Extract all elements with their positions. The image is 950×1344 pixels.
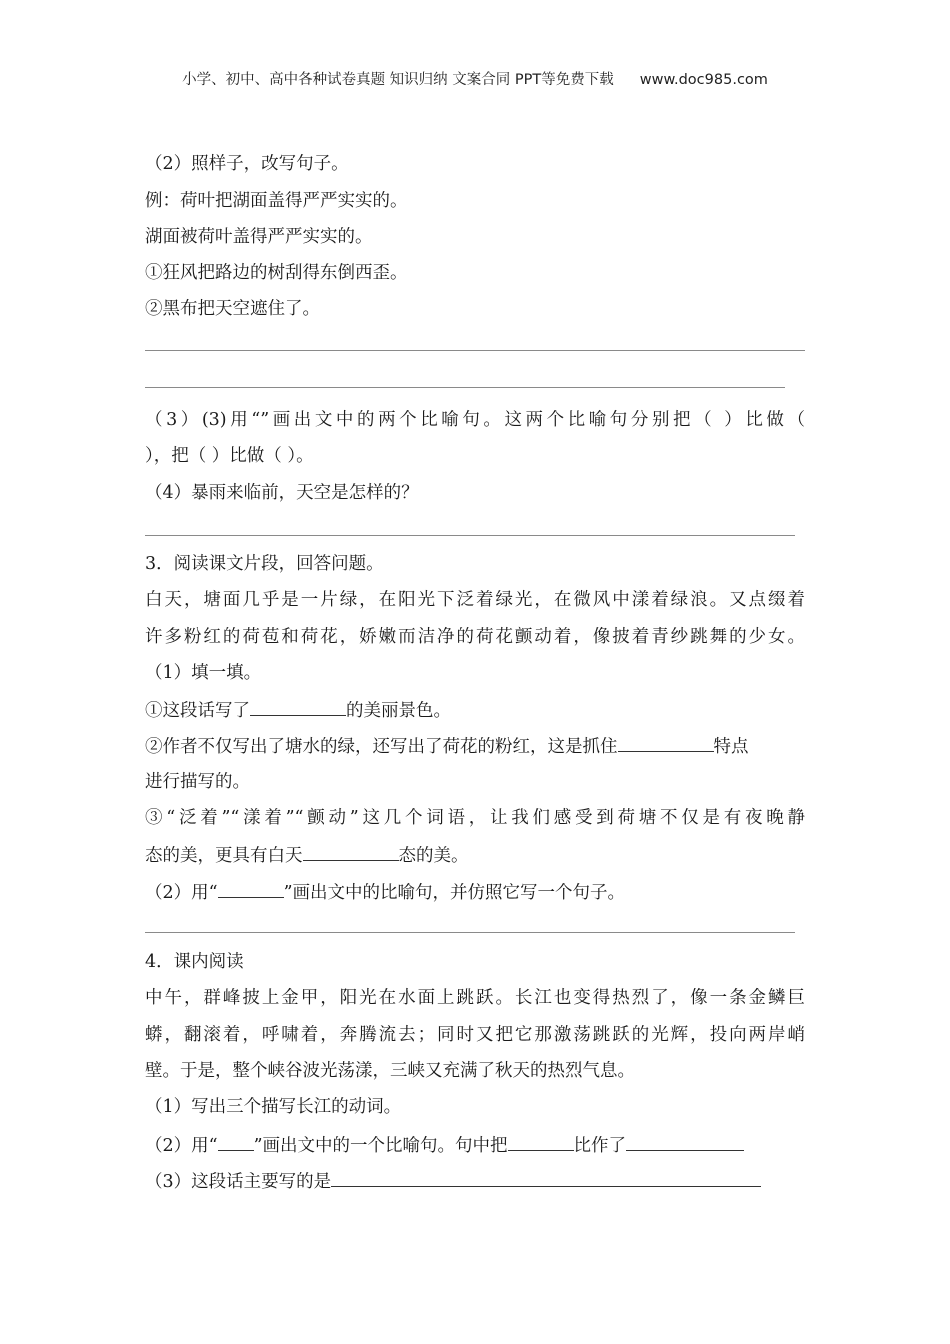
- fill-blank[interactable]: [303, 843, 399, 861]
- fill-blank[interactable]: [626, 1133, 744, 1151]
- answer-line[interactable]: [145, 932, 795, 933]
- q2-4: （4）暴雨来临前，天空是怎样的？: [145, 483, 419, 503]
- example-1: 例：荷叶把湖面盖得严严实实的。: [145, 191, 408, 211]
- answer-line[interactable]: [145, 535, 795, 536]
- fill-blank[interactable]: [331, 1169, 761, 1187]
- q3-2: [145, 880, 625, 904]
- q4-2-suffix: 比作了: [573, 1136, 627, 1156]
- q2-3-line1: （3）(3)用“”画出文中的两个比喻句。这两个比喻句分别把（ ）比做（: [145, 410, 805, 430]
- q4-3: [145, 1169, 761, 1193]
- q4-2: [145, 1133, 744, 1157]
- fill-2-cont: 进行描写的。: [145, 772, 250, 792]
- page-header: [0, 68, 950, 89]
- fill-blank[interactable]: [508, 1133, 574, 1151]
- q3-passage-line2: 许多粉红的荷苞和荷花，娇嫩而洁净的荷花颤动着，像披着青纱跳舞的少女。: [145, 627, 805, 647]
- fill-2-prefix: ②作者不仅写出了塘水的绿，还写出了荷花的粉红，这是抓住: [145, 737, 618, 757]
- fill-blank[interactable]: [618, 734, 714, 752]
- q4-2-prefix: （2）用“: [145, 1136, 218, 1156]
- underline-mark: [218, 1133, 254, 1151]
- fill-blank[interactable]: [250, 698, 346, 716]
- fill-2: [145, 734, 749, 758]
- q2-2: （2）照样子，改写句子。: [145, 154, 349, 174]
- fill-3-line1: ③“泛着”“漾着”“颤动”这几个词语，让我们感受到荷塘不仅是有夜晚静: [145, 808, 805, 828]
- q4-passage-line2: 蟒，翻滚着，呼啸着，奔腾流去；同时又把它那激荡跳跃的光辉，投向两岸峭: [145, 1025, 805, 1045]
- fill-1-suffix: 的美丽景色。: [346, 701, 451, 721]
- fill-3-line2: [145, 843, 469, 867]
- answer-line[interactable]: [145, 387, 785, 388]
- q4-1: （1）写出三个描写长江的动词。: [145, 1097, 402, 1117]
- q4-3-prefix: （3）这段话主要写的是: [145, 1172, 332, 1192]
- item-1: ①狂风把路边的树刮得东倒西歪。: [145, 263, 408, 283]
- q3-title: 3．阅读课文片段，回答问题。: [145, 554, 384, 574]
- q2-3-line2: ），把（ ）比做（ ）。: [145, 446, 314, 466]
- q3-2-prefix: （2）用“: [145, 883, 218, 903]
- fill-2-suffix: 特点: [713, 737, 749, 757]
- q4-title: 4．课内阅读: [145, 952, 244, 972]
- q3-passage-line1: 白天，塘面几乎是一片绿，在阳光下泛着绿光，在微风中漾着绿浪。又点缀着: [145, 590, 805, 610]
- q4-passage-line1: 中午，群峰披上金甲，阳光在水面上跳跃。长江也变得热烈了，像一条金鳞巨: [145, 988, 805, 1008]
- underline-mark: [218, 880, 284, 898]
- fill-3-suffix: 态的美。: [398, 846, 469, 866]
- item-2: ②黑布把天空遮住了。: [145, 299, 320, 319]
- fill-1: [145, 698, 451, 722]
- fill-3-prefix: 态的美，更具有白天: [145, 846, 303, 866]
- q4-passage-line3: 壁。于是，整个峡谷波光荡漾，三峡又充满了秋天的热烈气息。: [145, 1061, 635, 1081]
- header-site: www.doc985.com: [639, 72, 768, 88]
- q3-2-suffix: ”画出文中的比喻句，并仿照它写一个句子。: [283, 883, 626, 903]
- example-2: 湖面被荷叶盖得严严实实的。: [145, 227, 373, 247]
- header-text: 小学、初中、高中各种试卷真题 知识归纳 文案合同 PPT等免费下载: [182, 72, 614, 88]
- fill-1-prefix: ①这段话写了: [145, 701, 250, 721]
- q3-1: （1）填一填。: [145, 663, 262, 683]
- answer-line[interactable]: [145, 350, 805, 351]
- q4-2-middle: ”画出文中的一个比喻句。句中把: [253, 1136, 508, 1156]
